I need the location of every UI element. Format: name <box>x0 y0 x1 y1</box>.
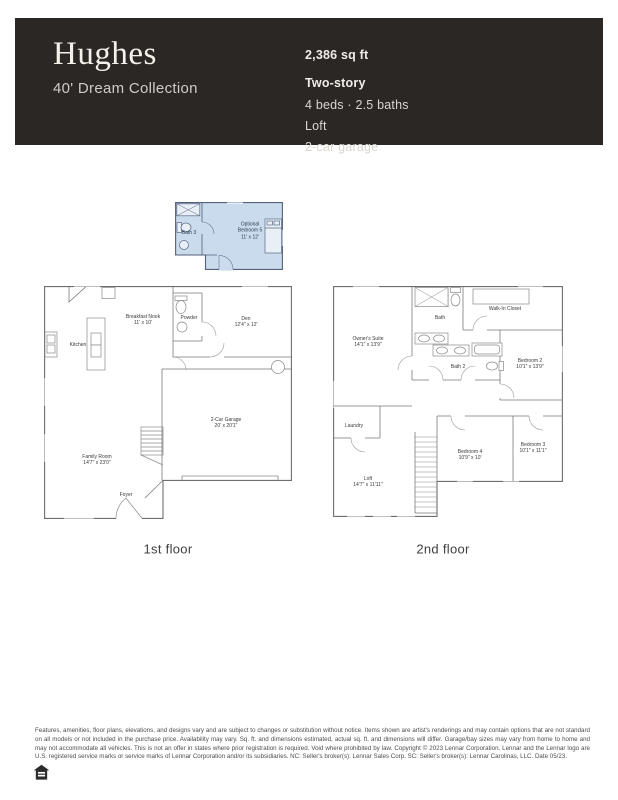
room-label-breakfast-nook: Breakfast Nook 11' x 10' <box>125 313 161 326</box>
collection-subtitle: 40' Dream Collection <box>53 80 198 97</box>
room-label-bedroom4: Bedroom 4 10'9" x 10' <box>457 448 483 461</box>
room-label-optional-bedroom5: Optional Bedroom 5 11' x 12' <box>237 221 263 241</box>
sqft-value: 2,386 sq ft <box>305 48 369 62</box>
room-label-laundry: Laundry <box>344 422 364 429</box>
legal-disclaimer: Features, amenities, floor plans, elevations, and designs vary and are subject to changes or substitution without notice. Items shown are artist's renderings and may contain options that are not standard on all models or not included in the purchase price. Availability may vary. Sq. ft. and dimensions estimated, actual sq. ft. and dimensions will differ. Garage/bay sizes may vary from home to home and may not accommodate all vehicles. This is not an offer in states where prior registration is required. Void where prohibited by law. Copyright © 2023 Lennar Corporation. Lennar and the Lennar logo are U.S. registered service marks or service marks of Lennar Corporation and/or its subsidiaries. NC: Seller's broker(s): Lennar Sales Corp. SC: Seller's broker(s): Lennar Carolinas, LLC. Date 05/23. <box>35 727 590 761</box>
room-label-powder: Powder <box>180 314 198 321</box>
story-type: Two-story <box>305 76 366 90</box>
plan-title: Hughes <box>53 36 157 72</box>
room-label-bath3: Bath 3 <box>181 229 197 236</box>
beds-baths: 4 beds · 2.5 baths <box>305 98 409 112</box>
room-label-bath: Bath <box>434 314 446 321</box>
room-label-walk-in-closet: Walk-In Closet <box>488 305 522 312</box>
room-label-bath2: Bath 2 <box>450 363 466 370</box>
room-label-bedroom3: Bedroom 3 10'1" x 11'1" <box>519 441 547 454</box>
room-label-foyer: Foyer <box>119 491 133 498</box>
optional-bedroom-plan <box>175 202 283 272</box>
room-label-owners-suite: Owner's Suite 14'1" x 13'9" <box>352 335 384 348</box>
room-label-loft: Loft 14'7" x 11'11" <box>353 475 383 488</box>
room-label-bedroom2: Bedroom 2 10'1" x 13'9" <box>516 357 544 370</box>
header-banner <box>15 18 603 154</box>
equal-housing-logo-icon <box>33 764 50 781</box>
room-label-garage: 2-Car Garage 20' x 20'1" <box>210 416 242 429</box>
loft-spec: Loft <box>305 119 327 133</box>
garage-spec: 2-car garage <box>305 140 379 154</box>
first-floor-caption: 1st floor <box>143 541 193 557</box>
room-label-kitchen: Kitchen <box>69 341 87 348</box>
second-floor-caption: 2nd floor <box>416 541 470 557</box>
room-label-family-room: Family Room 14'7" x 23'0" <box>82 453 112 466</box>
room-label-den: Den 12'4" x 12' <box>234 315 258 328</box>
